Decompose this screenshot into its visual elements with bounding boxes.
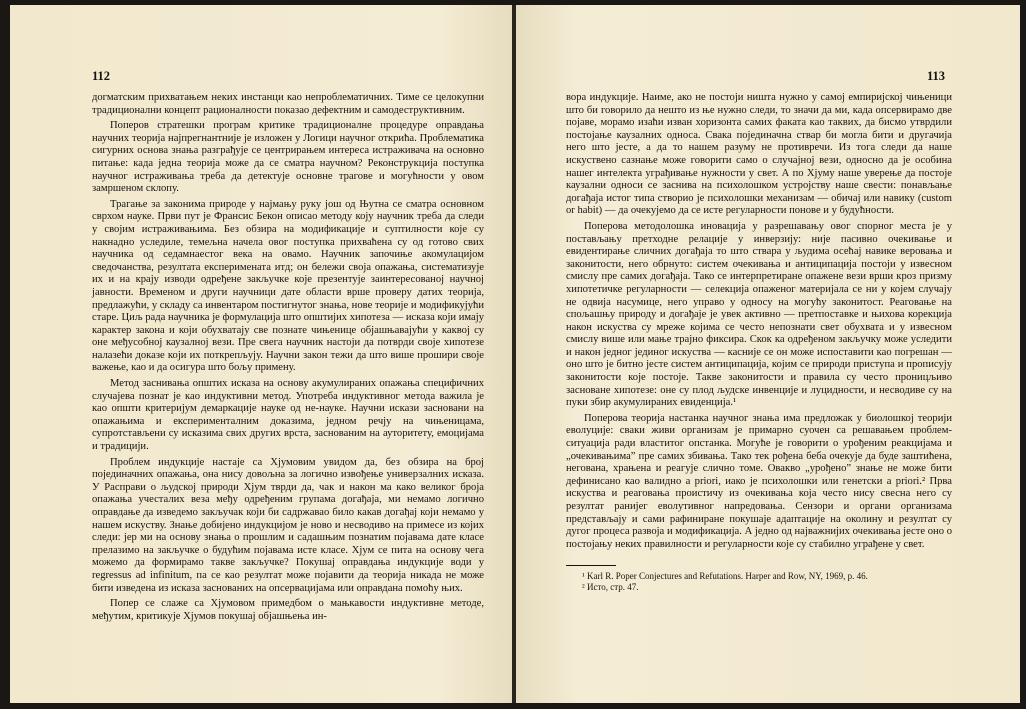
paragraph: Попер се слаже са Хјумовом примедбом о мањкавости индуктивне методе, међутим, критикује Хјумов покушај објашњења ин- — [92, 598, 484, 622]
paragraph: вора индукције. Наиме, ако не постоји ништа нужно у самој емпиријској чињеници што би говорило да нешто из ње нужно следи, то значи да ми, када опсервирамо две појаве, морамо изаћи изван хоризонта самих факата као таквих, да бисмо утврдили постојање каузалних односа. Свака појединачна ствар би могла бити и другачија него што јесте, а да то нашем разуму не противречи. Из тога следи да наше искуствено сазнање може говорити само о случајној вези, односно да је особина нашег интелекта уграђивање нужности у свет. А по Хјуму наше уверење да постоје каузални односи се заснива на психолошком устројству наше свести: понављање догађаја истог типа створио је психолошки механизам — обичај или навику (custom or habit) — да очекујемо да се исте регуларности понове и у будућности. — [566, 92, 952, 217]
footnotes — [566, 571, 952, 593]
paragraph: Проблем индукције настаје са Хјумовим увидом да, без обзира на број појединачних опажања, она нису довољна за логично извођење универзалних исказа. У Расправи о људској природи Хјум тврди да, чак и након ма како великог броја опажања учесталих веза међу одређеним групама догађаја, ми немамо логично оправдање да изведемо закључак који би садржавао било какав догађај који немамо у нашем искуству. Знање добијено индукцијом је ново и несводиво на примесе из којих следи: јер ми на основу знања о прошлим и садашњим познатим појавама дате класе прелазимо на закључке о будућим појавама исте класе. Хјум се пита на основу чега можемо да формирамо такве закључке? Покушај оправдања индукције води у regressus ad infinitum, па се као резултат може појавити да теорија никада не може бити изведена из исказа заснованих на опсервацијама или оправдана помоћу њих. — [92, 456, 484, 594]
paragraph: Метод заснивања општих исказа на основу акумулираних опажања специфичних случајева познат је као индуктивни метод. Употреба индуктивног метода важила је као општи критеријум демаркације науке од не-науке. Научни искази засновани на опажањима и експерименталним доказима, једном речју на чињеницама, супротстављени су исказима свих других врста, заснованим на ауторитету, емоцијама и традицији. — [92, 378, 484, 453]
paragraph: Трагање за законима природе у најмању руку још од Њутна се сматра основном сврхом науке. Први пут је Франсис Бекон описао методу коју научник треба да следи у својим истраживањима. Без обзира на модификације и суптилности које су накнадно уследиле, темељна начела овог поступка прихваћена су од готово свих научника од седамнаестог века на овамо. Научник започиње акомулацијом сведочанства, резултата експеримената итд; он бележи своја опажања, систематизује их и на крају изводи одређене закључке које презентује заинтересованој научној јавности. Временом и други научници дате области врше проверу датих теорија, предлажући, у складу са инвентаром постигнутог знања, нове теорије и модификујући старе. Циљ рада научника је формулација што општијих хипотеза — исказа који имају карактер закона и који обухватају све познате чињенице објашњавајући у каквој су оне међусобној каузалној вези. Пре свега научник настоји да потврди своје хипотезе налазећи доказе који их поткрепљују. Научни закон тежи да што више прошири своје важење, као и да осигура што бољу примену. — [92, 198, 484, 374]
page-number: 113 — [926, 69, 945, 83]
footnote: ² Исто, стр. 47. — [582, 582, 639, 593]
paragraph: Поперова методолошка иновација у разрешавању овог спорног места је у постављању претходне релације у инверзију: није пасивно очекивање и евидентирање сличних догађаја то што ствара у људима осећај навике веровања и законитости, него обрнуто: систем очекивања и антиципација постоји у извесном смислу пре самих догађаја. Тако се интерпретиране опажене вези врши кроз призму хипотетичке регуларности — селекција опаженог материјала се ни у којем случају не одвија насумице, него управо у односу на могућу законитост. Реаговање на спољашњу природу и догађаје је увек активно — претпоставке и њихова корекција након искуства су мреже којима се често непознати свет обухвата и у извесном смислу више или мање трајно фиксира. Скок ка одређеном закључку може уследити и након једног јединог искуства — касније се он може испоставити као погрешан — оно што је битно јесте систем антиципација, којим се природи приступа и прописују законитости које постоје. Такве законитости и правила су често проницљиво засноване хипотезе: оне су плод људске инвенције и луцидности, и несводиве су на пуки збир акумулираних евиденција.¹ — [566, 220, 952, 409]
paragraph: Поперова теорија настанка научног знања има предложак у биолошкој теорији еволуције: сваки живи организам је примарно суочен са решавањем проблем-ситуација ради властитог опстанка. Могуће је говорити о урођеним реакцијама и „очекивањима” пре самих збивања. Тако тек рођена беба очекује да буде заштићена, негована, храњена и реагује слично томе. Овакво „урођено” знање не може бити дефинисано као валидно a priori, иако је психолошки или генетски a priori.² Прва искуства и реаговања проистичу из очекивања која често нису свесна него су резултат ранијег еволутивног напредовања. Сензори и органи организама представљају и сами рафиниране покушаје адаптације на околину и резултат су дугог процеса развоја и модификација. А једно од најважнијих очекивања јесте оно о постојању неких правилности и регуларности које су стабилно уграђене у свет. — [566, 412, 952, 550]
footnote: ¹ Karl R. Poper Conjectures and Refutations. Harper and Row, NY, 1969, p. 46. — [582, 571, 868, 582]
page-body — [92, 92, 484, 623]
paragraph: Поперов стратешки програм критике традиционалне процедуре оправдања научних теорија најпрегнантније је изложен у Логици научног открића. Проблематика сигурних основа знања разграђује се центрирањем интереса истраживача на основно питање: када једна теорија може да се сматра научном? Реконструкција поступка научног истраживања треба да детектује основне трагове и могућности у овом замршеном склопу. — [92, 120, 484, 195]
page-number: 112 — [92, 69, 111, 83]
paragraph: догматским прихватањем неких инстанци као непроблематичних. Тиме се целокупни традиционални концепт рационалности показао дефектним и самодеструктивним. — [92, 92, 484, 116]
right-page — [516, 5, 1020, 703]
page-body — [566, 92, 952, 593]
left-page — [10, 5, 513, 703]
footnote-rule — [566, 565, 616, 566]
